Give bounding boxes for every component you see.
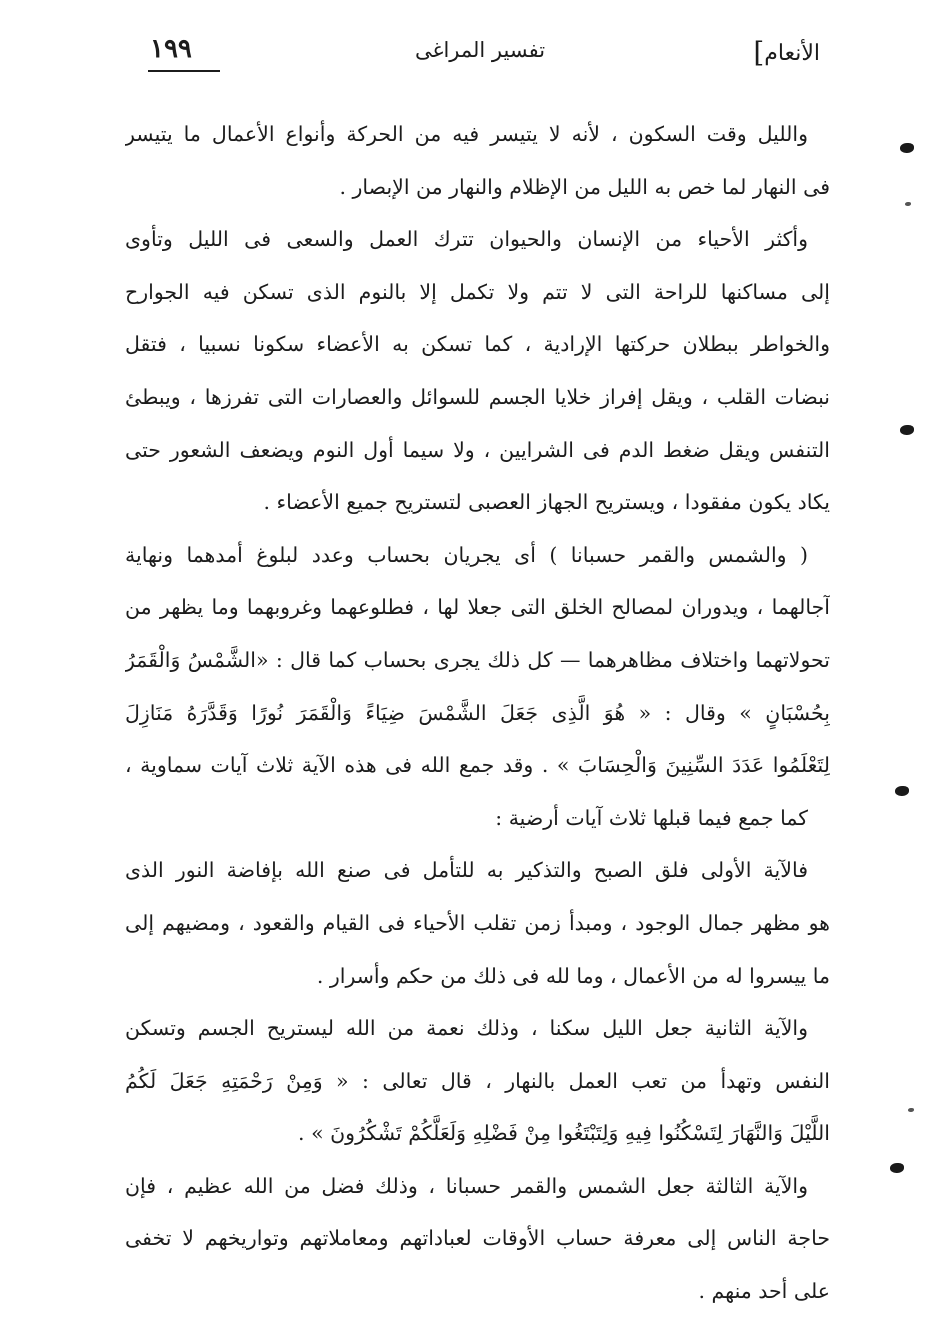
margin-ink-mark [890, 1163, 904, 1173]
text-line: ما ييسروا له من الأعمال ، وما لله فى ذلك من حكم وأسرار . [316, 963, 830, 988]
text-line: نبضات القلب ، ويقل إفراز خلايا الجسم للسوائل والعصارات التى تفرزها ، ويبطئ [125, 384, 830, 409]
text-line: ( والشمس والقمر حسبانا ) أى يجريان بحساب وعدد لبلوغ أمدهما ونهاية [125, 542, 808, 567]
text-line: التنفس ويقل ضغط الدم فى الشرايين ، ولا سيما أول النوم ويضعف الشعور حتى [125, 437, 830, 462]
text-line: النفس وتهدأ من تعب العمل بالنهار ، قال تعالى : « وَمِنْ رَحْمَتِهِ جَعَلَ لَكُمُ [125, 1068, 830, 1093]
page-number: ١٩٩ [150, 34, 192, 64]
text-line: اللَّيْلَ وَالنَّهَارَ لِتَسْكُنُوا فِيهِ وَلِتَبْتَغُوا مِنْ فَضْلِهِ وَلَعَلَّكُمْ تَشْكُرُونَ » . [298, 1121, 830, 1146]
text-line: فالآية الأولى فلق الصبح والتذكير به للتأمل فى صنع الله بإفاضة النور الذى [125, 858, 808, 883]
body-text [125, 108, 830, 1318]
text-line: وأكثر الأحياء من الإنسان والحيوان تترك العمل والسعى فى الليل وتأوى [125, 227, 808, 252]
margin-ink-mark [900, 143, 914, 153]
text-line: يكاد يكون مفقودا ، ويستريح الجهاز العصبى لتستريح جميع الأعضاء . [263, 490, 830, 515]
margin-ink-dot [905, 202, 911, 206]
text-line: تحولاتهما واختلاف مظاهرهما — كل ذلك يجرى بحساب كما قال : «الشَّمْسُ وَالْقَمَرُ [125, 647, 830, 672]
margin-ink-mark [900, 425, 914, 435]
text-line: بِحُسْبَانٍ » وقال : « هُوَ الَّذِى جَعَلَ الشَّمْسَ ضِيَاءً وَالْقَمَرَ نُورًا وَقَدَّرَهُ مَنَازِلَ [125, 700, 830, 725]
text-line: على أحد منهم . [698, 1279, 830, 1304]
text-line: والآية الثالثة جعل الشمس والقمر حسبانا ، وذلك فضل من الله عظيم ، فإن [125, 1173, 808, 1198]
text-line: والآية الثانية جعل الليل سكنا ، وذلك نعمة من الله ليستريح الجسم وتسكن [125, 1016, 808, 1041]
text-line: حاجة الناس إلى معرفة حساب الأوقات لعباداتهم ومعاملاتهم وتواريخهم لا تخفى [125, 1226, 830, 1251]
header-bracket: ] [753, 36, 765, 69]
surah-name: الأنعام] [753, 36, 820, 69]
text-line: فى النهار لما خص به الليل من الإظلام والنهار من الإبصار . [339, 174, 830, 199]
text-line: والخواطر ببطلان حركتها الإرادية ، كما تسكن به الأعضاء سكونا نسبيا ، فتقل [125, 332, 830, 357]
text-line: إلى مساكنها للراحة التى لا تتم ولا تكمل إلا بالنوم الذى تسكن فيه الجوارح [125, 279, 830, 304]
margin-ink-mark [895, 786, 909, 796]
page-number-rule [148, 70, 220, 72]
text-line: هو مظهر جمال الوجود ، ومبدأ زمن تقلب الأحياء فى القيام والقعود ، ومضيهم إلى [125, 910, 830, 935]
margin-ink-dot [908, 1108, 914, 1112]
text-line: لِتَعْلَمُوا عَدَدَ السِّنِينَ وَالْحِسَابَ » . وقد جمع الله فى هذه الآية ثلاث آيات سماوية ، [125, 753, 830, 778]
text-line: آجالهما ، ويدوران لمصالح الخلق التى جعلا لها ، فطلوعهما وغروبهما وما يظهر من [125, 595, 830, 620]
page-header [140, 30, 820, 80]
book-title: تفسير المراغى [414, 38, 546, 62]
text-line: والليل وقت السكون ، لأنه لا يتيسر فيه من الحركة وأنواع الأعمال ما يتيسر [125, 122, 808, 146]
text-line: كما جمع فيما قبلها ثلاث آيات أرضية : [495, 805, 808, 830]
